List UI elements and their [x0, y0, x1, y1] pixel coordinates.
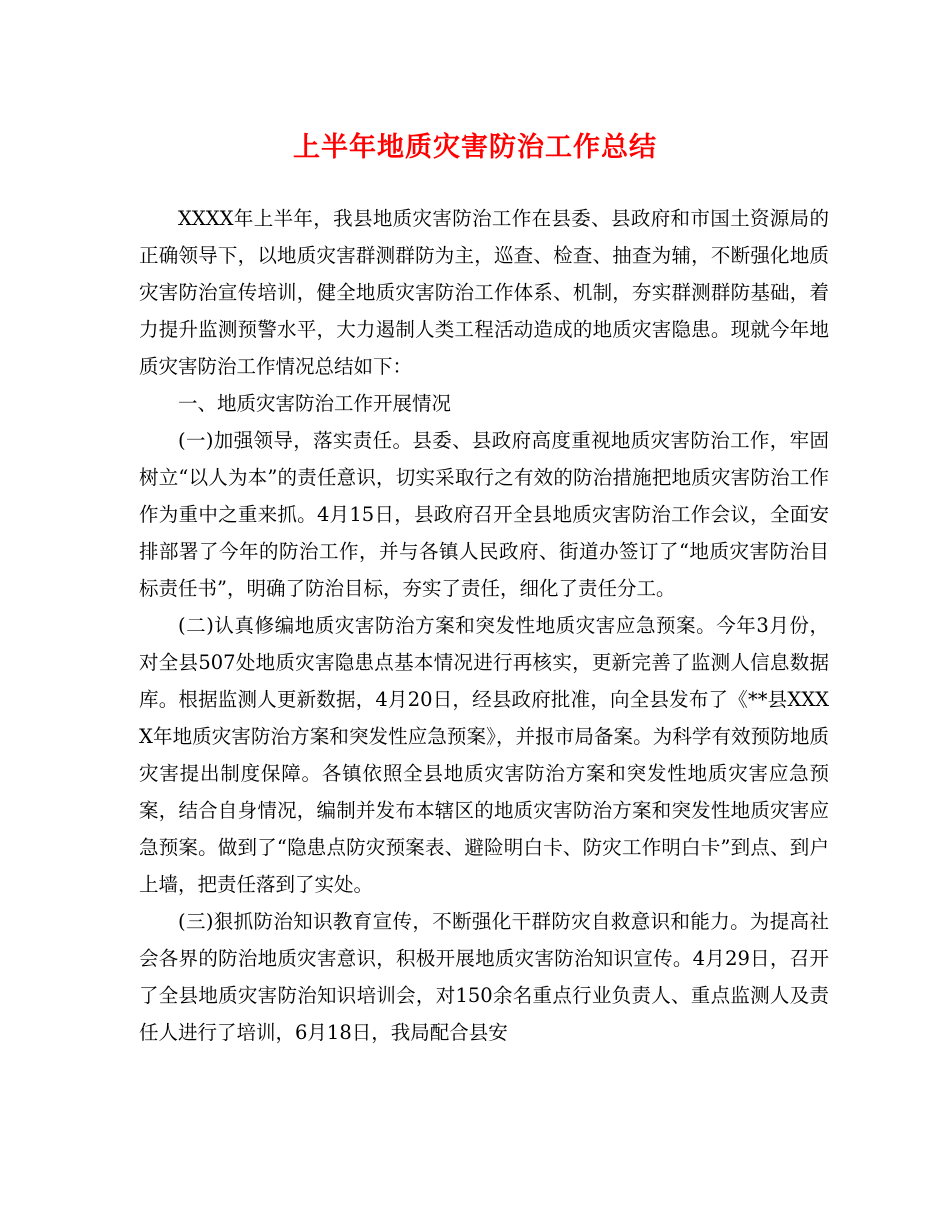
section-heading: 一、地质灾害防治工作开展情况	[178, 392, 452, 415]
document-body	[139, 200, 829, 1051]
paragraph-leadership: (一)加强领导，落实责任。县委、县政府高度重视地质灾害防治工作，牢固树立“以人为本”的责任意识，切实采取行之有效的防治措施把地质灾害防治工作作为重中之重来抓。4月15日，县政府召开全县地质灾害防治工作会议，全面安排部署了今年的防治工作，并与各镇人民政府、街道办签订了“地质灾害防治目标责任书”，明确了防治目标，夯实了责任，细化了责任分工。	[139, 429, 829, 600]
intro-paragraph: XXXX年上半年，我县地质灾害防治工作在县委、县政府和市国土资源局的正确领导下，以地质灾害群测群防为主，巡查、检查、抽查为辅，不断强化地质灾害防治宣传培训，健全地质灾害防治工作体系、机制，夯实群测群防基础，着力提升监测预警水平，大力遏制人类工程活动造成的地质灾害隐患。现就今年地质灾害防治工作情况总结如下：	[139, 207, 829, 378]
paragraph-education: (三)狠抓防治知识教育宣传，不断强化干群防灾自救意识和能力。为提高社会各界的防治地质灾害意识，积极开展地质灾害防治知识宣传。4月29日，召开了全县地质灾害防治知识培训会，对150余名重点行业负责人、重点监测人及责任人进行了培训，6月18日，我局配合县安	[139, 910, 829, 1044]
document-title: 上半年地质灾害防治工作总结	[293, 132, 657, 163]
paragraph-plan-revision: (二)认真修编地质灾害防治方案和突发性地质灾害应急预案。今年3月份，对全县507处地质灾害隐患点基本情况进行再核实，更新完善了监测人信息数据库。根据监测人更新数据，4月20日，经县政府批准，向全县发布了《**县XXXX年地质灾害防治方案和突发性应急预案》，并报市局备案。为科学有效预防地质灾害提出制度保障。各镇依照全县地质灾害防治方案和突发性地质灾害应急预案，结合自身情况，编制并发布本辖区的地质灾害防治方案和突发性地质灾害应急预案。做到了“隐患点防灾预案表、避险明白卡、防灾工作明白卡”到点、到户上墙，把责任落到了实处。	[139, 614, 829, 896]
